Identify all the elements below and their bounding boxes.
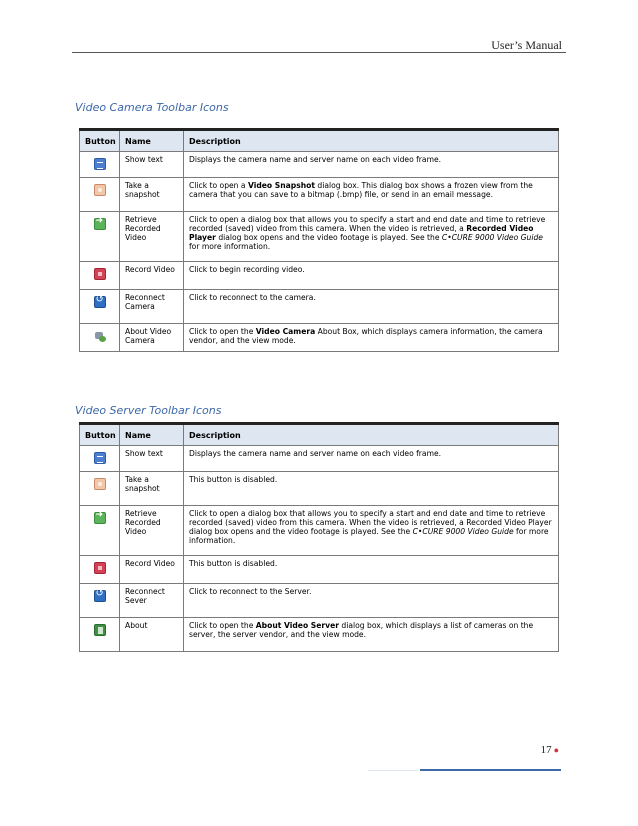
footer-rule	[420, 769, 561, 771]
footer-rule-faint	[368, 770, 418, 771]
button-cell	[80, 324, 120, 352]
record-video-icon	[94, 562, 106, 574]
name-cell: Record Video	[120, 556, 184, 584]
description-text: Click to open a dialog box that allows you to specify a start and end date and time to retrieve recorded (saved) video from this camera. When the video is retrieved, a	[189, 215, 546, 233]
description-text: C•CURE 9000 Video Guide	[412, 527, 514, 536]
record-video-icon	[94, 268, 106, 280]
button-cell	[80, 178, 120, 212]
description-cell	[184, 618, 559, 652]
name-cell: Retrieve Recorded Video	[120, 506, 184, 556]
button-cell	[80, 584, 120, 618]
description-cell	[184, 212, 559, 262]
description-cell	[184, 178, 559, 212]
button-cell	[80, 506, 120, 556]
description-text: This button is disabled.	[189, 559, 278, 568]
column-header-name: Name	[120, 424, 184, 446]
page-number-text: 17	[540, 744, 552, 756]
name-cell: Take a snapshot	[120, 178, 184, 212]
description-text: Displays the camera name and server name on each video frame.	[189, 155, 442, 164]
reconnect-icon	[94, 590, 106, 602]
camera-toolbar-table	[79, 128, 559, 352]
section-title-server: Video Server Toolbar Icons	[75, 404, 222, 417]
snapshot-icon	[94, 184, 106, 196]
description-cell	[184, 506, 559, 556]
button-cell	[80, 446, 120, 472]
description-cell	[184, 584, 559, 618]
show-text-icon	[94, 158, 106, 170]
reconnect-icon	[94, 296, 106, 308]
table-row	[80, 556, 559, 584]
description-text: dialog box opens and the video footage is played. See the	[215, 233, 442, 242]
column-header-description: Description	[184, 424, 559, 446]
name-cell: Reconnect Sever	[120, 584, 184, 618]
bullet-icon: ●	[553, 745, 559, 755]
server-toolbar-table	[79, 422, 559, 652]
description-cell	[184, 556, 559, 584]
running-header: User’s Manual	[491, 38, 562, 52]
column-header-name: Name	[120, 130, 184, 152]
description-cell	[184, 262, 559, 290]
table-row	[80, 324, 559, 352]
description-cell	[184, 290, 559, 324]
description-text: Click to reconnect to the camera.	[189, 293, 316, 302]
description-text: Video Snapshot	[247, 181, 315, 190]
table-row	[80, 584, 559, 618]
description-text: for more information.	[189, 242, 271, 251]
name-cell: Record Video	[120, 262, 184, 290]
button-cell	[80, 152, 120, 178]
column-header-description: Description	[184, 130, 559, 152]
button-cell	[80, 290, 120, 324]
description-cell	[184, 324, 559, 352]
retrieve-video-icon	[94, 512, 106, 524]
name-cell: Show text	[120, 152, 184, 178]
description-cell	[184, 446, 559, 472]
show-text-icon	[94, 452, 106, 464]
about-camera-icon	[94, 330, 106, 342]
description-text: Video Camera	[255, 327, 316, 336]
button-cell	[80, 212, 120, 262]
table-header-row	[80, 424, 559, 446]
name-cell: Retrieve Recorded Video	[120, 212, 184, 262]
page-number	[541, 744, 559, 756]
about-server-icon	[94, 624, 106, 636]
button-cell	[80, 618, 120, 652]
description-text: About Box, which displays camera information, the camera vendor, and the view mode.	[189, 327, 543, 345]
name-cell: Take a snapshot	[120, 472, 184, 506]
name-cell: Reconnect Camera	[120, 290, 184, 324]
description-text: Click to open the	[189, 327, 256, 336]
description-text: C•CURE 9000 Video Guide	[441, 233, 543, 242]
table-row	[80, 446, 559, 472]
description-text: Click to begin recording video.	[189, 265, 305, 274]
name-cell: Show text	[120, 446, 184, 472]
description-text: Click to reconnect to the Server.	[189, 587, 312, 596]
table-row	[80, 472, 559, 506]
description-text: This button is disabled.	[189, 475, 278, 484]
table-row	[80, 290, 559, 324]
retrieve-video-icon	[94, 218, 106, 230]
table-row	[80, 618, 559, 652]
section-title-camera: Video Camera Toolbar Icons	[75, 101, 229, 114]
description-text: Click to open a	[189, 181, 248, 190]
button-cell	[80, 262, 120, 290]
description-text: dialog box, which displays a list of cameras on the server, the server vendor, and the view mode.	[189, 621, 534, 639]
table-row	[80, 178, 559, 212]
table-row	[80, 262, 559, 290]
button-cell	[80, 472, 120, 506]
table-row	[80, 212, 559, 262]
description-text: Click to open a dialog box that allows you to specify a start and end date and time to retrieve recorded (saved) video from this camera. When the video is retrieved, a Recorded Video Player dialog box opens and the video footage is played. See the	[189, 509, 552, 536]
description-text: Recorded Video Player	[189, 224, 534, 242]
name-cell: About	[120, 618, 184, 652]
description-cell	[184, 472, 559, 506]
column-header-button: Button	[80, 424, 120, 446]
description-text: Displays the camera name and server name on each video frame.	[189, 449, 442, 458]
name-cell: About Video Camera	[120, 324, 184, 352]
table-row	[80, 506, 559, 556]
snapshot-icon	[94, 478, 106, 490]
description-cell	[184, 152, 559, 178]
table-row	[80, 152, 559, 178]
description-text: dialog box. This dialog box shows a frozen view from the camera that you can save to a bitmap (.bmp) file, or send in an email message.	[189, 181, 533, 199]
description-text: Click to open the	[189, 621, 256, 630]
table-header-row	[80, 130, 559, 152]
description-text: for more information.	[189, 527, 549, 545]
header-rule	[72, 52, 566, 53]
button-cell	[80, 556, 120, 584]
description-text: About Video Server	[255, 621, 340, 630]
column-header-button: Button	[80, 130, 120, 152]
